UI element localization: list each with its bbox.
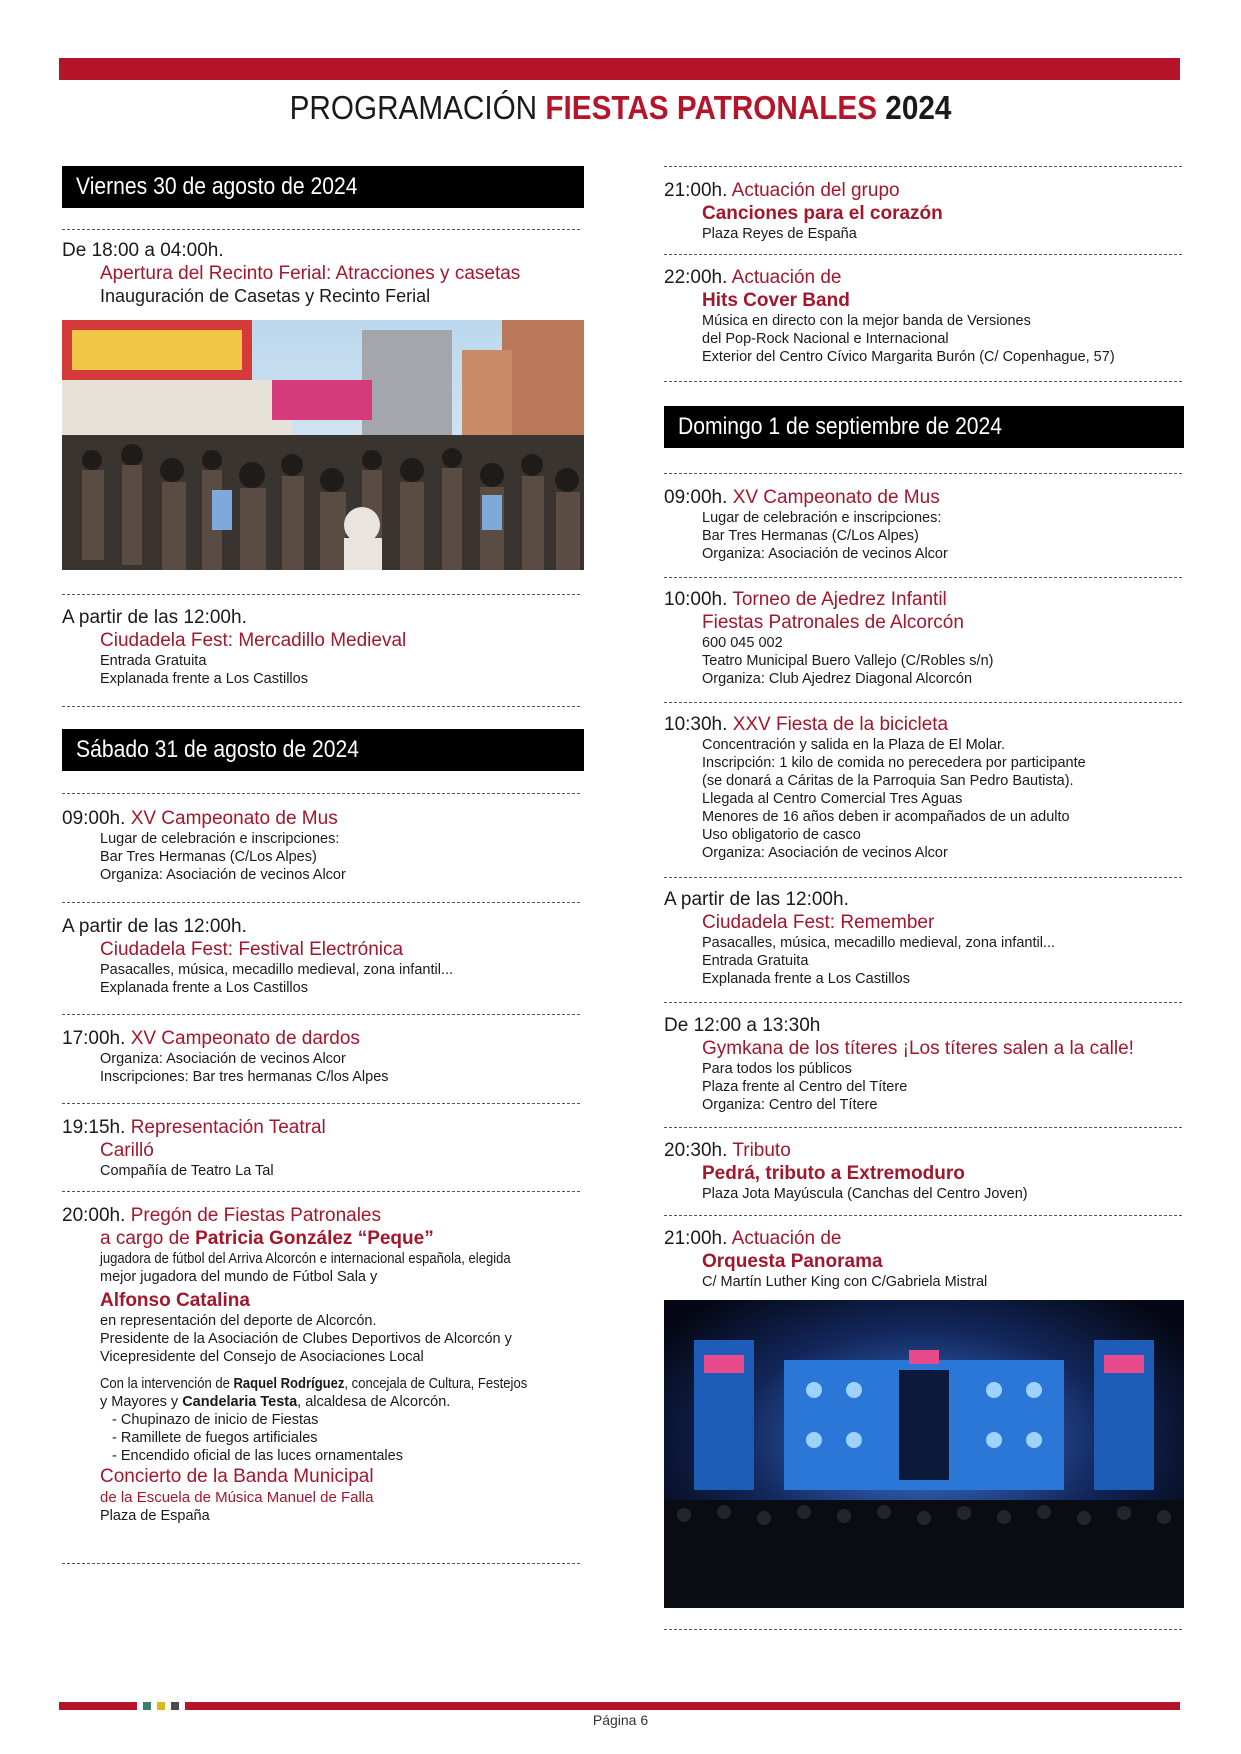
page-title [62,88,1179,128]
event-title: Pregón de Fiestas Patronales [130,1205,381,1226]
event-detail: Explanada frente a Los Castillos [100,671,308,687]
bullet-item: - Chupinazo de inicio de Fiestas [112,1412,319,1428]
event-orquesta-panorama [664,1227,1184,1291]
divider [664,381,1182,382]
divider [664,1002,1182,1003]
event-bold-title: Orquesta Panorama [702,1251,883,1272]
event-title: Representación Teatral [130,1117,326,1138]
event-title-2: Fiestas Patronales de Alcorcón [702,612,964,633]
event-time: 20:30h. [664,1140,728,1161]
divider [664,1215,1182,1216]
event-campeonato-dardos [62,1027,582,1086]
event-title: Actuación de [731,267,842,288]
event-title: Ciudadela Fest: Mercadillo Medieval [100,630,407,651]
event-recinto-ferial [62,239,582,308]
event-detail: Organiza: Centro del Títere [702,1097,878,1113]
bullet-item: - Encendido oficial de las luces ornamentales [112,1448,403,1464]
event-title: Ciudadela Fest: Festival Electrónica [100,939,404,960]
event-fiesta-bicicleta [664,713,1184,862]
event-detail: Exterior del Centro Cívico Margarita Burón (C/ Copenhague, 57) [702,349,1115,365]
footer-square-yellow [157,1702,165,1710]
event-canciones-corazon [664,179,1184,243]
divider [62,594,580,595]
event-time: 21:00h. [664,1228,728,1249]
concert-title: Concierto de la Banda Municipal [100,1466,374,1487]
event-time: 10:30h. [664,714,728,735]
intervention-name: Candelaria Testa [182,1394,298,1410]
event-detail: Organiza: Asociación de vecinos Alcor [702,845,948,861]
event-bold-title: Canciones para el corazón [702,203,943,224]
divider [62,229,580,230]
event-detail: Organiza: Club Ajedrez Diagonal Alcorcón [702,671,973,687]
event-mercadillo-medieval [62,606,582,688]
divider [664,577,1182,578]
event-bold-title: Pedrá, tributo a Extremoduro [702,1163,965,1184]
event-detail: mejor jugadora del mundo de Fútbol Sala y [100,1269,378,1285]
event-title: Actuación de [731,1228,842,1249]
fair-crowd-photo [62,320,584,570]
event-detail: Bar Tres Hermanas (C/Los Alpes) [100,849,317,865]
bullet-item: - Ramillete de fuegos artificiales [112,1430,318,1446]
intervention-text: y Mayores y [100,1394,183,1410]
event-time: 09:00h. [62,808,126,829]
event-detail: del Pop-Rock Nacional e Internacional [702,331,949,347]
event-title-2: Carilló [100,1140,154,1161]
event-time: 17:00h. [62,1028,126,1049]
event-title: XXV Fiesta de la bicicleta [732,714,949,735]
event-detail: Inscripción: 1 kilo de comida no perecedera por participante [702,755,1086,771]
event-detail: Uso obligatorio de casco [702,827,861,843]
event-tributo-extremoduro [664,1139,1184,1203]
event-detail: en representación del deporte de Alcorcón. [100,1313,377,1329]
top-accent-bar [59,58,1180,80]
event-time: 19:15h. [62,1117,126,1138]
event-detail: Música en directo con la mejor banda de Versiones [702,313,1031,329]
divider [664,254,1182,255]
divider [664,1127,1182,1128]
event-detail: Explanada frente a Los Castillos [100,980,308,996]
divider [62,1014,580,1015]
footer-bar-left [59,1702,137,1710]
event-ciudadela-remember [664,888,1184,988]
event-title: Tributo [732,1140,791,1161]
event-pregon [62,1204,582,1525]
event-title: XV Campeonato de Mus [732,487,940,508]
event-time: 20:00h. [62,1205,126,1226]
event-detail: Plaza frente al Centro del Títere [702,1079,908,1095]
event-detail: Entrada Gratuita [100,653,207,669]
divider [62,706,580,707]
event-hits-cover-band [664,266,1184,366]
event-time: 21:00h. [664,180,728,201]
event-time: 10:00h. [664,589,728,610]
event-detail: C/ Martín Luther King con C/Gabriela Mistral [702,1274,988,1290]
intervention-name: Raquel Rodríguez [233,1376,345,1392]
event-detail: Lugar de celebración e inscripciones: [702,510,942,526]
cargo-name: Patricia González “Peque” [195,1228,434,1249]
footer-square-gray [171,1702,179,1710]
event-detail: Inscripciones: Bar tres hermanas C/los Alpes [100,1069,389,1085]
title-part-fiestas: FIESTAS PATRONALES [545,89,878,126]
concert-place: Plaza de España [100,1508,210,1524]
divider [664,473,1182,474]
event-detail: Pasacalles, música, mecadillo medieval, zona infantil... [100,962,453,978]
event-bold-title: Hits Cover Band [702,290,850,311]
event-torneo-ajedrez [664,588,1184,688]
event-gymkana-titeres [664,1014,1184,1114]
event-title: XV Campeonato de dardos [130,1028,360,1049]
event-title: Ciudadela Fest: Remember [702,912,935,933]
event-detail: (se donará a Cáritas de la Parroquia San Pedro Bautista). [702,773,1074,789]
event-title: XV Campeonato de Mus [130,808,338,829]
day-header-saturday: Sábado 31 de agosto de 2024 [62,729,584,771]
divider [664,1629,1182,1630]
event-detail: 600 045 002 [702,635,783,651]
event-title: Actuación del grupo [731,180,900,201]
event-detail: Organiza: Asociación de vecinos Alcor [702,546,948,562]
event-time: De 18:00 a 04:00h. [62,240,224,261]
event-detail: Vicepresidente del Consejo de Asociaciones Local [100,1349,424,1365]
event-detail: Presidente de la Asociación de Clubes Deportivos de Alcorcón y [100,1331,512,1347]
event-detail: Plaza Reyes de España [702,226,857,242]
event-title: Gymkana de los títeres ¡Los títeres salen a la calle! [702,1038,1134,1059]
event-time: A partir de las 12:00h. [664,889,849,910]
concert-stage-photo [664,1300,1184,1608]
event-time: A partir de las 12:00h. [62,916,247,937]
intervention-text: , concejala de Cultura, Festejos [344,1376,528,1392]
divider [62,902,580,903]
concert-subtitle: de la Escuela de Música Manuel de Falla [100,1489,374,1506]
event-detail: Concentración y salida en la Plaza de El Molar. [702,737,1006,753]
event-campeonato-mus [62,807,582,884]
divider [62,793,580,794]
event-title: Torneo de Ajedrez Infantil [732,589,947,610]
title-part-programacion: PROGRAMACIÓN [289,89,546,126]
event-detail: Compañía de Teatro La Tal [100,1163,274,1179]
footer-square-green [143,1702,151,1710]
event-representacion-teatral [62,1116,582,1180]
event-name-2: Alfonso Catalina [100,1290,250,1311]
event-detail: Plaza Jota Mayúscula (Canchas del Centro Joven) [702,1186,1028,1202]
divider [62,1563,580,1564]
event-subtitle: Inauguración de Casetas y Recinto Ferial [100,286,431,306]
event-detail: Entrada Gratuita [702,953,809,969]
event-time: 22:00h. [664,267,728,288]
event-detail: Menores de 16 años deben ir acompañados de un adulto [702,809,1070,825]
divider [664,166,1182,167]
event-festival-electronica [62,915,582,997]
divider [62,1191,580,1192]
cargo-prefix: a cargo de [100,1228,196,1249]
event-time: 09:00h. [664,487,728,508]
event-detail: Organiza: Asociación de vecinos Alcor [100,1051,346,1067]
divider [664,702,1182,703]
intervention-text: , alcaldesa de Alcorcón. [297,1394,451,1410]
title-part-year: 2024 [877,89,952,126]
event-detail: Teatro Municipal Buero Vallejo (C/Robles s/n) [702,653,994,669]
intervention-text: Con la intervención de [100,1376,234,1392]
day-header-friday: Viernes 30 de agosto de 2024 [62,166,584,208]
event-campeonato-mus-domingo [664,486,1184,563]
event-detail: Lugar de celebración e inscripciones: [100,831,340,847]
footer-bar-right [185,1702,1180,1710]
event-title: Apertura del Recinto Ferial: Atracciones y casetas [100,263,521,284]
event-detail: Pasacalles, música, mecadillo medieval, zona infantil... [702,935,1055,951]
day-header-sunday: Domingo 1 de septiembre de 2024 [664,406,1184,448]
event-detail: Llegada al Centro Comercial Tres Aguas [702,791,963,807]
event-time: A partir de las 12:00h. [62,607,247,628]
page-number: Página 6 [592,1712,649,1728]
event-time: De 12:00 a 13:30h [664,1015,821,1036]
divider [62,1103,580,1104]
event-detail: Bar Tres Hermanas (C/Los Alpes) [702,528,919,544]
event-detail: Explanada frente a Los Castillos [702,971,910,987]
divider [664,877,1182,878]
event-detail: Organiza: Asociación de vecinos Alcor [100,867,346,883]
event-detail: jugadora de fútbol del Arriva Alcorcón e internacional española, elegida [100,1251,511,1267]
event-detail: Para todos los públicos [702,1061,852,1077]
